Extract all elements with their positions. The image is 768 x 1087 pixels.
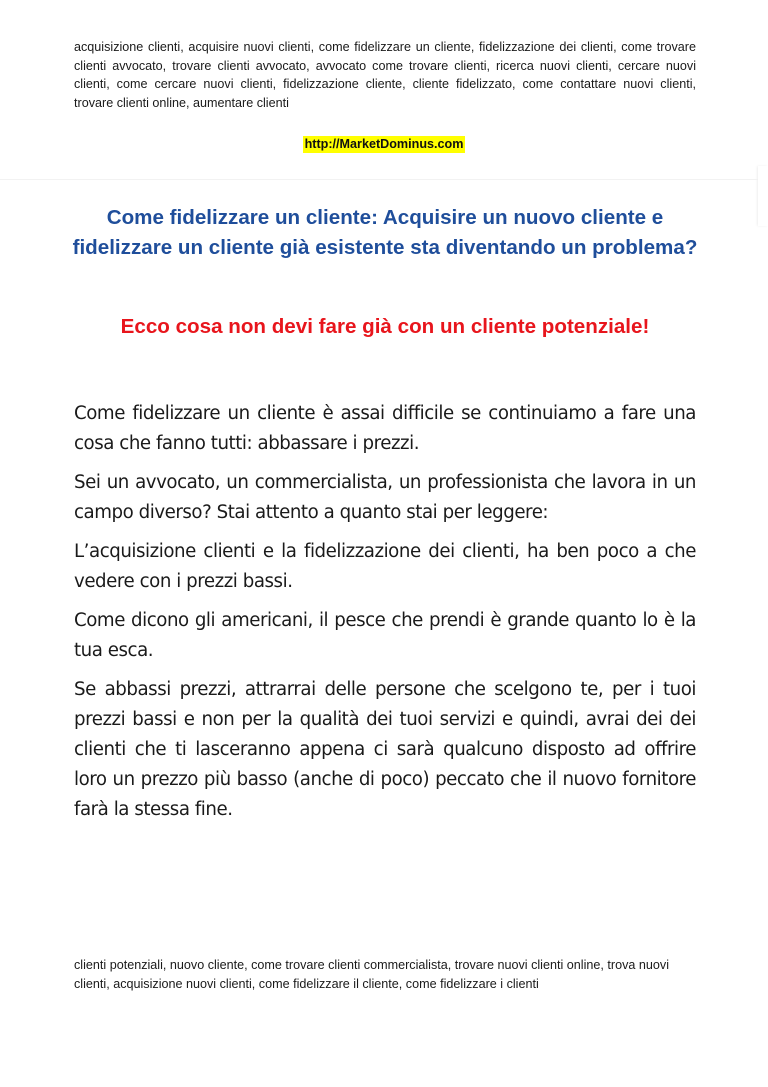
section-divider [0,179,768,180]
header-keywords: acquisizione clienti, acquisire nuovi clienti, come fidelizzare un cliente, fidelizzazione dei clienti, come trovare clienti avvocato, trovare clienti avvocato, avvocato come trovare clienti, ricerca nuovi clienti, cercare nuovi clienti, come cercare nuovi clienti, fidelizzazione cliente, cliente fidelizzato, come contattare nuovi clienti, trovare clienti online, aumentare clienti [74,40,696,110]
page-edge-mark [758,166,768,226]
body-paragraph-3: L’acquisizione clienti e la fidelizzazione dei clienti, ha ben poco a che vedere con i prezzi bassi. [74,541,696,592]
body-paragraph-1: Come fidelizzare un cliente è assai difficile se continuiamo a fare una cosa che fanno tutti: abbassare i prezzi. [74,403,696,454]
site-link-container [0,135,768,153]
body-paragraph-2: Sei un avvocato, un commercialista, un professionista che lavora in un campo diverso? Stai attento a quanto stai per leggere: [74,472,696,523]
article-subtitle: Ecco cosa non devi fare già con un cliente potenziale! [120,315,650,338]
body-paragraph-5: Se abbassi prezzi, attrarrai delle persone che scelgono te, per i tuoi prezzi bassi e non per la qualità dei tuoi servizi e quindi, avrai dei dei clienti che ti lasceranno appena ci sarà qualcuno disposto ad offrire loro un prezzo più basso (anche di poco) peccato che il nuovo fornitore farà la stessa fine. [74,679,696,820]
footer-keywords: clienti potenziali, nuovo cliente, come trovare clienti commercialista, trovare nuovi clienti online, trova nuovi clienti, acquisizione nuovi clienti, come fidelizzare il cliente, come fidelizzare i clienti [74,958,669,991]
body-paragraph-4: Come dicono gli americani, il pesce che prendi è grande quanto lo è la tua esca. [74,610,696,661]
article-body [74,399,696,834]
site-link[interactable]: http://MarketDominus.com [304,137,464,151]
article-title: Come fidelizzare un cliente: Acquisire un nuovo cliente e fidelizzare un cliente già esistente sta diventando un problema? [72,206,698,259]
